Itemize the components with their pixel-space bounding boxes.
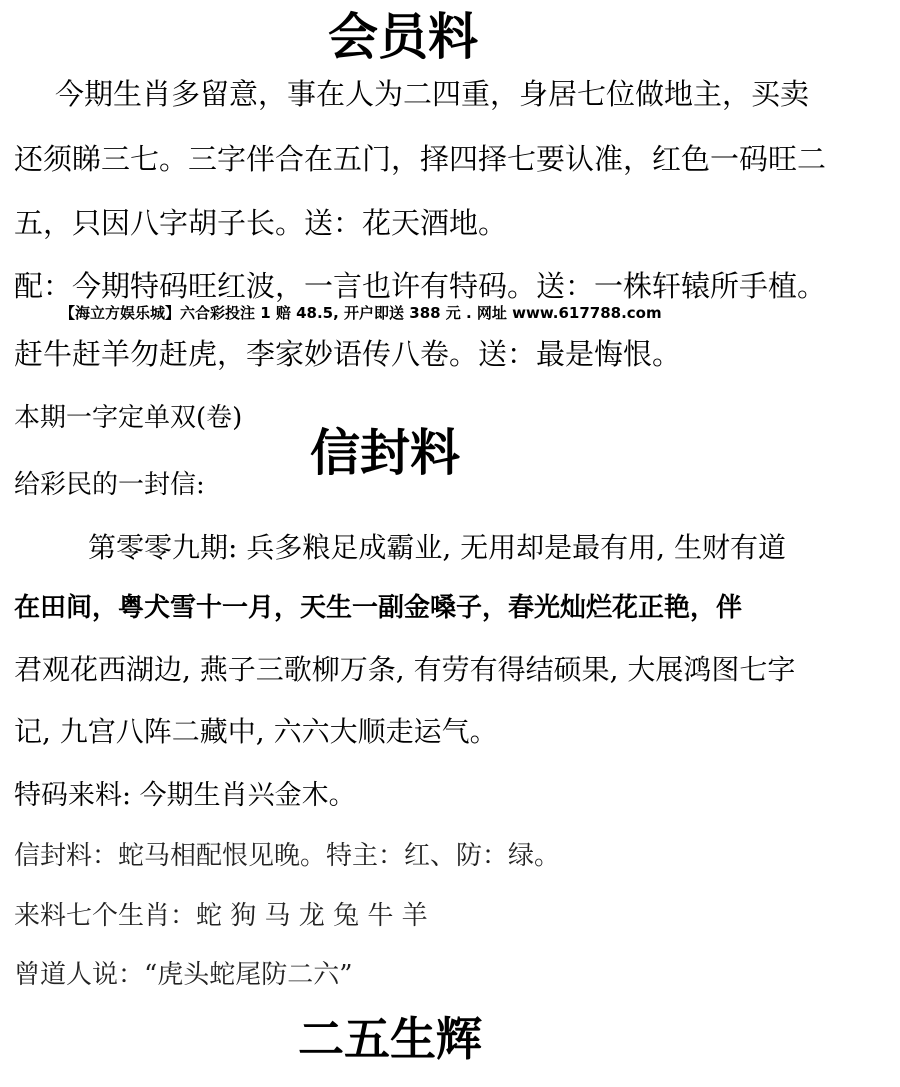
greeting: 给彩民的一封信:	[14, 470, 205, 500]
text-line-4: 配：今期特码旺红波，一言也许有特码。送：一株轩辕所手植。	[14, 269, 827, 303]
title-xinfengliao: 信封料	[310, 423, 460, 482]
text-line-5: 赶牛赶羊勿赶虎，李家妙语传八卷。送：最是悔恨。	[14, 337, 682, 371]
text-line-6: 本期一字定单双(卷)	[14, 403, 243, 433]
letter-line-2: 在田间，粤犬雪十一月，天生一副金嗓子，春光灿烂花正艳，伴	[14, 593, 743, 623]
text-line-2: 还须睇三七。三字伴合在五门，择四择七要认准，红色一码旺二	[14, 142, 827, 176]
xinfengliao-line: 信封料：蛇马相配恨见晚。特主：红、防：绿。	[14, 841, 561, 871]
letter-line-3: 君观花西湖边, 燕子三歌柳万条, 有劳有得结硕果, 大展鸿图七字	[14, 653, 796, 686]
text-line-1: 今期生肖多留意，事在人为二四重，身居七位做地主，买卖	[55, 77, 810, 111]
qige-shengxiao: 来料七个生肖：蛇 狗 马 龙 兔 牛 羊	[14, 901, 428, 931]
title-erwushenghui: 二五生辉	[298, 1012, 482, 1066]
zengdaoren: 曾道人说：“虎头蛇尾防二六”	[14, 960, 353, 990]
letter-line-4: 记, 九宫八阵二藏中, 六六大顺走运气。	[14, 715, 498, 748]
tema-lailiao: 特码来料: 今期生肖兴金木。	[14, 780, 356, 811]
text-line-3: 五，只因八字胡子长。送：花天酒地。	[14, 206, 508, 240]
title-huiyuanliao: 会员料	[328, 7, 478, 66]
letter-line-1: 第零零九期: 兵多粮足成霸业, 无用却是最有用, 生财有道	[88, 531, 786, 564]
ad-banner: 【海立方娱乐城】六合彩投注 1 赔 48.5, 开户即送 388 元 . 网址 www.617788.com	[60, 304, 662, 322]
